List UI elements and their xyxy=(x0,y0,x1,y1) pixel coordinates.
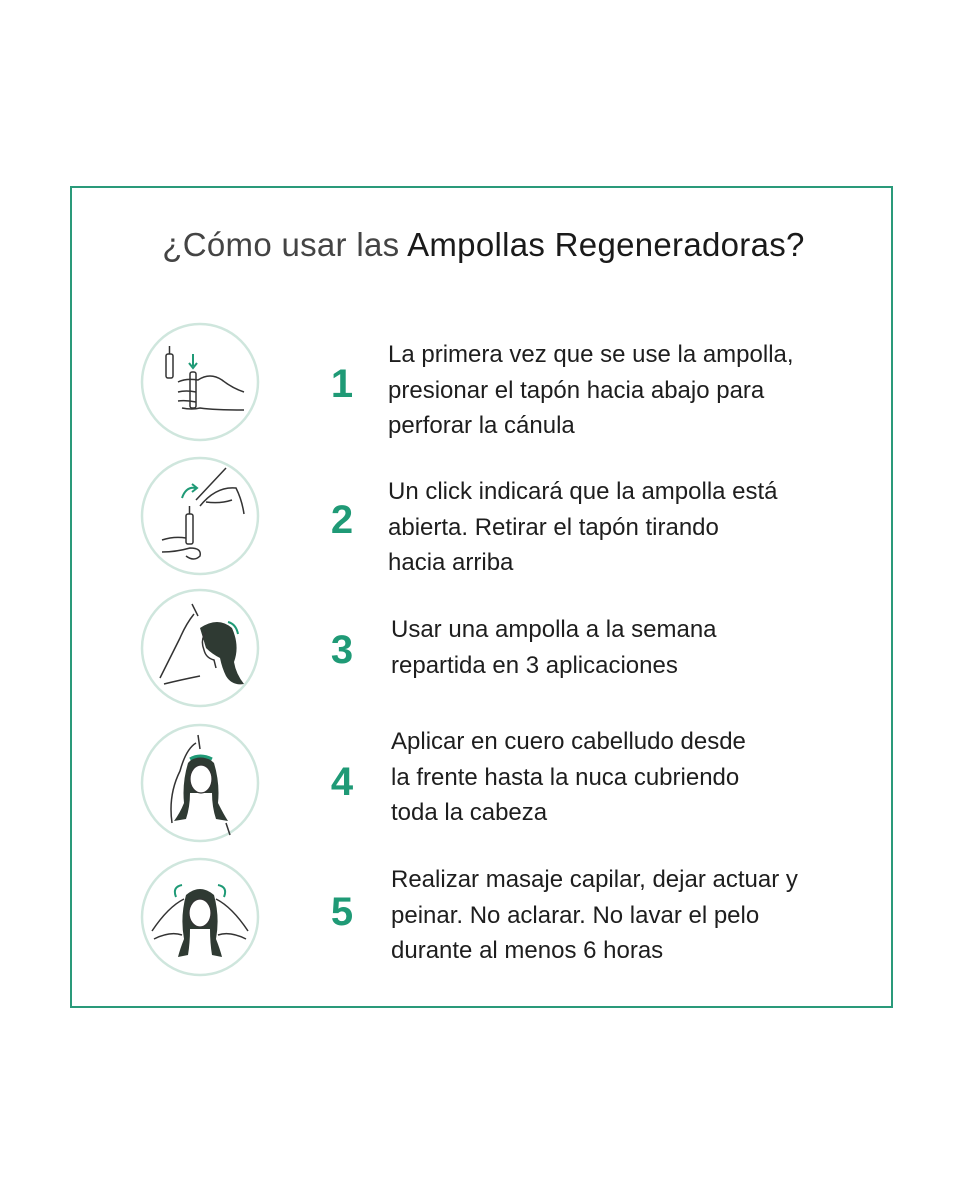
step-text-line: peinar. No aclarar. No lavar el pelo xyxy=(391,901,760,929)
step-text-line: repartida en 3 aplicaciones xyxy=(391,651,678,679)
step-text xyxy=(391,724,746,831)
step-text-line: hacia arriba xyxy=(388,549,514,576)
woman-scalp-application-icon xyxy=(140,723,260,843)
step-number: 1 xyxy=(330,362,354,406)
woman-profile-applying-icon xyxy=(140,588,260,708)
step-number: 4 xyxy=(330,760,354,804)
step-text-line: Realizar masaje capilar, dejar actuar y xyxy=(391,866,798,893)
step-text-line: Usar una ampolla a la semana xyxy=(391,616,717,643)
step-number: 2 xyxy=(330,498,354,542)
title-prefix: ¿Cómo usar las xyxy=(162,226,400,263)
step-text-line: presionar el tapón hacia abajo para xyxy=(388,376,765,404)
page-title xyxy=(0,226,967,264)
ampoule-press-icon xyxy=(140,322,260,442)
woman-scalp-massage-icon xyxy=(140,857,260,977)
step-number: 3 xyxy=(330,628,354,672)
step-text-line: abierta. Retirar el tapón tirando xyxy=(388,513,719,541)
step-text-line: durante al menos 6 horas xyxy=(391,937,664,964)
step-text xyxy=(391,862,798,969)
step-text-line: toda la cabeza xyxy=(391,799,548,826)
step-text-line: Un click indicará que la ampolla está xyxy=(388,478,778,505)
step-text-line: La primera vez que se use la ampolla, xyxy=(388,341,794,368)
title-product: Ampollas Regeneradoras? xyxy=(407,226,805,263)
step-number: 5 xyxy=(330,890,354,934)
step-text-line: perforar la cánula xyxy=(388,412,575,439)
step-text-line: la frente hasta la nuca cubriendo xyxy=(391,763,740,791)
step-text-line: Aplicar en cuero cabelludo desde xyxy=(391,728,746,755)
step-text xyxy=(388,337,794,444)
step-text xyxy=(391,612,717,683)
step-text xyxy=(388,474,778,581)
ampoule-open-icon xyxy=(140,456,260,576)
